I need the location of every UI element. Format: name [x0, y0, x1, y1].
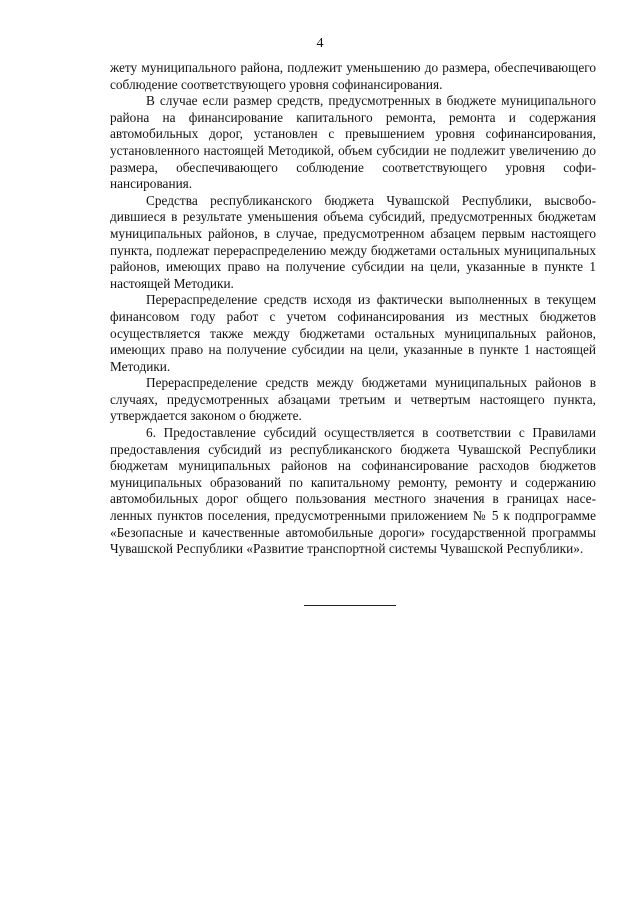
end-separator-line — [304, 605, 396, 606]
paragraph-continuation: жету муниципального района, подлежит уменьшению до размера, обеспечивающего соблюдение соответствующего уровня софинансирования. — [110, 60, 596, 92]
paragraph-released-funds: Средства республиканского бюджета Чувашской Республики, высвободившиеся в результате уменьшения объема субсидий, предусмотренных бюджетам муниципальных районов, в случае, предусмотренном абзацем первым настоящего пункта, подлежат перераспределению между бюджетами остальных муниципальных районов, имеющих право на получение субсидии на цели, указанные в пункте 1 настоящей Методики. — [110, 192, 596, 291]
document-body — [110, 60, 596, 558]
paragraph-redistribution-law: Перераспределение средств между бюджетами муниципальных районов в случаях, предусмотренных абзацами третьим и четвертым настоящего пункта, утверждается законом о бюджете. — [110, 375, 596, 424]
paragraph-excess-funding: В случае если размер средств, предусмотренных в бюджете муниципального района на финансирование капитального ремонта, ремонта и содержания автомобильных дорог, установлен с превышением уровня софинансирования, установленного настоящей Методикой, объем субсидии не подлежит увеличению до размера, обеспечивающего соблюдение соответствующего уровня софинансирования. — [110, 93, 596, 192]
paragraph-redistribution-actual-work: Перераспределение средств исходя из фактически выполненных в текущем финансовом году работ с учетом софинансирования из местных бюджетов осуществляется также между бюджетами остальных муниципальных районов, имеющих право на получение субсидии на цели, указанные в пункте 1 настоящей Методики. — [110, 292, 596, 374]
page-number: 4 — [316, 36, 324, 51]
paragraph-item-6: 6. Предоставление субсидий осуществляется в соответствии с Правилами предоставления субсидий из республиканского бюджета Чувашской Республики бюджетам муниципальных районов на софинансирование расходов бюджетов муниципальных образований по капитальному ремонту, ремонту и содержанию автомобильных дорог общего пользования местного значения в границах населенных пунктов поселения, предусмотренными приложением № 5 к подпрограмме «Безопасные и качественные автомобильные дороги» государственной программы Чувашской Республики «Развитие транспортной системы Чувашской Республики». — [110, 425, 596, 557]
